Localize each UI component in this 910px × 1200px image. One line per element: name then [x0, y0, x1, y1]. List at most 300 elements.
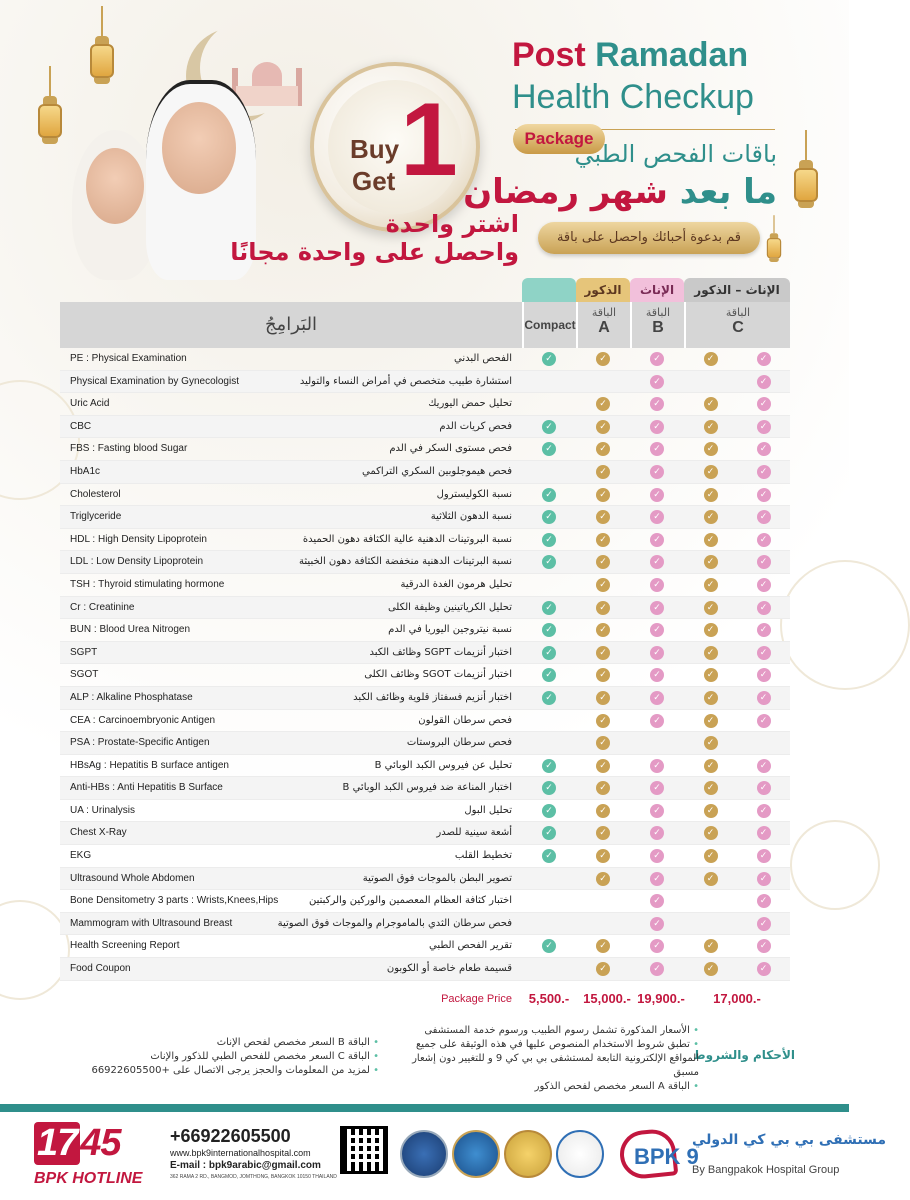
check-icon: ✓: [596, 691, 610, 705]
cell-cm: [684, 484, 737, 506]
cell-a: [576, 710, 630, 732]
row-english-label: CEA : Carcinoembryonic Antigen: [70, 714, 216, 726]
check-icon: ✓: [596, 872, 610, 886]
cell-a: [576, 687, 630, 709]
cell-a: [576, 416, 630, 438]
table-row: [60, 687, 790, 710]
table-row: [60, 619, 790, 642]
cell-compact: [522, 416, 576, 438]
row-arabic-label: اختبار المناعة ضد فيروس الكبد الوبائي B: [342, 782, 512, 794]
check-icon: ✓: [704, 849, 718, 863]
programs-header: البَرامِجُ: [264, 314, 318, 335]
table-row: [60, 664, 790, 687]
package-table: [60, 278, 790, 1014]
cell-cf: [737, 913, 790, 935]
check-icon: ✓: [596, 804, 610, 818]
terms-item: • تطبق شروط الاستخدام المنصوص عليها في هذه الوثيقة على جميع المواقع الإلكترونية التابعة لمستشفى بي بي كي 9 و للتغيير دون إشعار مسبق: [399, 1038, 699, 1080]
group-header-female: الإناث: [630, 278, 684, 302]
check-icon: ✓: [542, 442, 556, 456]
row-arabic-label: الفحص البدني: [454, 353, 512, 364]
row-arabic-label: اختبار أنزيمات SGOT وظائف الكلى: [364, 669, 512, 681]
row-english-label: Cholesterol: [70, 488, 121, 500]
terms-list-1: [399, 1024, 699, 1094]
qr-code-icon: [340, 1126, 388, 1174]
arabic-main-title: [463, 172, 777, 212]
check-icon: ✓: [650, 601, 664, 615]
cell-a: [576, 619, 630, 641]
check-icon: ✓: [757, 352, 771, 366]
cell-b: [630, 664, 684, 686]
price-c: 17,000.-: [713, 991, 761, 1006]
package-letter-b: B: [652, 319, 664, 336]
gha-certificate-icon: [400, 1130, 448, 1178]
check-icon: ✓: [650, 714, 664, 728]
package-word: الباقة: [725, 306, 751, 319]
cell-compact: [522, 935, 576, 957]
cell-a: [576, 393, 630, 415]
row-english-label: Uric Acid: [70, 398, 110, 410]
cell-a: [576, 755, 630, 777]
cell-cm: [684, 958, 737, 980]
cell-cf: [737, 597, 790, 619]
cell-cf: [737, 551, 790, 573]
cell-compact: [522, 484, 576, 506]
row-english-label: LDL : Low Density Lipoprotein: [70, 556, 204, 568]
cell-a: [576, 800, 630, 822]
cell-b: [630, 484, 684, 506]
check-icon: ✓: [596, 962, 610, 976]
cell-compact: [522, 438, 576, 460]
cell-cf: [737, 777, 790, 799]
cell-cm: [684, 664, 737, 686]
check-icon: ✓: [704, 555, 718, 569]
row-arabic-label: فحص سرطان القولون: [418, 714, 512, 726]
cell-cf: [737, 958, 790, 980]
check-icon: ✓: [650, 420, 664, 434]
check-icon: ✓: [596, 781, 610, 795]
cell-cm: [684, 642, 737, 664]
cell-compact: [522, 732, 576, 754]
cell-a: [576, 913, 630, 935]
row-english-label: PSA : Prostate-Specific Antigen: [70, 737, 210, 749]
cell-a: [576, 868, 630, 890]
check-icon: ✓: [757, 781, 771, 795]
cell-b: [630, 393, 684, 415]
check-icon: ✓: [596, 601, 610, 615]
check-icon: ✓: [650, 759, 664, 773]
check-icon: ✓: [542, 533, 556, 547]
cell-b: [630, 710, 684, 732]
check-icon: ✓: [757, 939, 771, 953]
check-icon: ✓: [704, 601, 718, 615]
hotline-number: [34, 1122, 152, 1168]
website: www.bpk9internationalhospital.com: [170, 1148, 311, 1158]
column-a: [576, 302, 630, 348]
row-arabic-label: نسبة البروتينات الدهنية عالية الكثافة دهون الحميدة: [302, 533, 512, 545]
cell-cf: [737, 416, 790, 438]
compact-label: Compact: [524, 318, 576, 332]
row-english-label: Triglyceride: [70, 511, 122, 523]
cell-cf: [737, 868, 790, 890]
check-icon: ✓: [650, 962, 664, 976]
bpk-logo-text: BPK 9: [634, 1144, 699, 1169]
email: E-mail : bpk9arabic@gmail.com: [170, 1160, 321, 1171]
cell-cm: [684, 755, 737, 777]
check-icon: ✓: [757, 668, 771, 682]
package-letter-c: C: [732, 319, 744, 336]
check-icon: ✓: [596, 578, 610, 592]
title-ramadan: Ramadan: [595, 36, 749, 74]
cell-compact: [522, 529, 576, 551]
cell-a: [576, 438, 630, 460]
check-icon: ✓: [596, 420, 610, 434]
table-row: [60, 822, 790, 845]
check-icon: ✓: [757, 420, 771, 434]
cell-cf: [737, 529, 790, 551]
check-icon: ✓: [704, 939, 718, 953]
cell-b: [630, 845, 684, 867]
table-body: [60, 348, 790, 981]
check-icon: ✓: [650, 781, 664, 795]
table-row: [60, 800, 790, 823]
row-arabic-label: نسبة البرتينات الدهنية منخفضة الكثافة دهون الخبيثة: [299, 556, 512, 568]
cell-cf: [737, 687, 790, 709]
check-icon: ✓: [650, 488, 664, 502]
cell-b: [630, 800, 684, 822]
row-arabic-label: فحص هيموجلوبين السكري التراكمي: [362, 465, 512, 477]
check-icon: ✓: [757, 714, 771, 728]
table-row: [60, 890, 790, 913]
cell-cm: [684, 822, 737, 844]
cell-cf: [737, 438, 790, 460]
package-word: الباقة: [591, 306, 617, 319]
cell-compact: [522, 958, 576, 980]
cell-compact: [522, 777, 576, 799]
cell-cf: [737, 619, 790, 641]
row-arabic-label: تحليل حمض اليوريك: [428, 398, 512, 410]
cell-cf: [737, 732, 790, 754]
invite-pill: قم بدعوة أحبائك واحصل على باقة: [538, 222, 760, 254]
cell-cf: [737, 393, 790, 415]
cell-cm: [684, 393, 737, 415]
cell-cm: [684, 935, 737, 957]
arabic-buy-line-2: واحصل على واحدة مجانًا: [230, 238, 519, 266]
check-icon: ✓: [704, 488, 718, 502]
group-header-male: الذكور: [576, 278, 630, 302]
table-header: [60, 302, 790, 348]
cell-compact: [522, 461, 576, 483]
cell-compact: [522, 393, 576, 415]
cell-compact: [522, 890, 576, 912]
terms-item: • الباقة C السعر مخصص للفحص الطبي للذكور والإناث: [49, 1050, 379, 1064]
table-row: [60, 597, 790, 620]
cell-compact: [522, 551, 576, 573]
check-icon: ✓: [757, 488, 771, 502]
check-icon: ✓: [596, 849, 610, 863]
check-icon: ✓: [596, 646, 610, 660]
cell-compact: [522, 710, 576, 732]
check-icon: ✓: [757, 826, 771, 840]
terms-item: • الأسعار المذكورة تشمل رسوم الطبيب ورسوم خدمة المستشفى: [399, 1024, 699, 1038]
buy-one-get-one-badge: [310, 62, 480, 232]
table-row: [60, 529, 790, 552]
check-icon: ✓: [542, 668, 556, 682]
check-icon: ✓: [704, 781, 718, 795]
cell-a: [576, 551, 630, 573]
group-header-compact: [522, 278, 576, 302]
cell-b: [630, 371, 684, 393]
cell-cm: [684, 551, 737, 573]
check-icon: ✓: [757, 962, 771, 976]
check-icon: ✓: [704, 465, 718, 479]
check-icon: ✓: [650, 849, 664, 863]
arabic-main-red: شهر رمضان: [463, 172, 668, 212]
table-row: [60, 913, 790, 936]
check-icon: ✓: [704, 691, 718, 705]
check-icon: ✓: [704, 736, 718, 750]
table-row: [60, 506, 790, 529]
cell-compact: [522, 664, 576, 686]
check-icon: ✓: [650, 375, 664, 389]
row-english-label: Mammogram with Ultrasound Breast: [70, 917, 233, 929]
check-icon: ✓: [704, 714, 718, 728]
table-row: [60, 484, 790, 507]
address: 362 RAMA 2 RD., BANGMOD, JOMTHONG, BANGKOK 10150 THAILAND: [170, 1174, 337, 1180]
cell-cm: [684, 438, 737, 460]
check-icon: ✓: [704, 510, 718, 524]
check-icon: ✓: [704, 872, 718, 886]
terms-list-2: [49, 1036, 379, 1078]
check-icon: ✓: [704, 804, 718, 818]
row-arabic-label: نسبة الكوليسترول: [436, 488, 512, 500]
cell-a: [576, 597, 630, 619]
accreditation-certificate-icon: [556, 1130, 604, 1178]
check-icon: ✓: [757, 465, 771, 479]
cell-cf: [737, 506, 790, 528]
cell-b: [630, 551, 684, 573]
check-icon: ✓: [596, 623, 610, 637]
check-icon: ✓: [542, 691, 556, 705]
check-icon: ✓: [542, 352, 556, 366]
check-icon: ✓: [704, 533, 718, 547]
check-icon: ✓: [650, 442, 664, 456]
row-english-label: ALP : Alkaline Phosphatase: [70, 691, 193, 703]
check-icon: ✓: [650, 533, 664, 547]
check-icon: ✓: [704, 578, 718, 592]
check-icon: ✓: [542, 623, 556, 637]
cell-b: [630, 438, 684, 460]
cell-a: [576, 777, 630, 799]
row-english-label: HBsAg : Hepatitis B surface antigen: [70, 759, 229, 771]
check-icon: ✓: [650, 668, 664, 682]
cell-a: [576, 845, 630, 867]
row-arabic-label: اختبار كثافة العظام المعصمين والوركين والركبتين: [309, 895, 512, 907]
cell-a: [576, 935, 630, 957]
check-icon: ✓: [704, 646, 718, 660]
check-icon: ✓: [650, 804, 664, 818]
cell-compact: [522, 822, 576, 844]
table-row: [60, 732, 790, 755]
row-english-label: UA : Urinalysis: [70, 804, 136, 816]
row-english-label: Chest X-Ray: [70, 827, 127, 839]
row-arabic-label: فحص سرطان البروستات: [406, 737, 512, 749]
cell-b: [630, 597, 684, 619]
cell-compact: [522, 574, 576, 596]
check-icon: ✓: [596, 465, 610, 479]
cell-cm: [684, 574, 737, 596]
row-arabic-label: تحليل هرمون الغدة الدرقية: [400, 578, 512, 590]
arabic-subtitle: باقات الفحص الطبي: [574, 140, 777, 168]
arabic-main-teal: ما بعد: [667, 172, 777, 212]
cell-a: [576, 642, 630, 664]
check-icon: ✓: [704, 420, 718, 434]
lantern-icon: [766, 233, 783, 267]
cell-cm: [684, 913, 737, 935]
check-icon: ✓: [542, 759, 556, 773]
cell-a: [576, 484, 630, 506]
table-row: [60, 393, 790, 416]
terms-item: • الباقة B السعر مخصص لفحص الإناث: [49, 1036, 379, 1050]
check-icon: ✓: [596, 736, 610, 750]
check-icon: ✓: [757, 555, 771, 569]
cell-b: [630, 416, 684, 438]
footer-divider: [0, 1104, 849, 1112]
check-icon: ✓: [757, 804, 771, 818]
cell-cf: [737, 348, 790, 370]
cell-cm: [684, 597, 737, 619]
cell-b: [630, 506, 684, 528]
row-english-label: Ultrasound Whole Abdomen: [70, 872, 195, 884]
check-icon: ✓: [757, 759, 771, 773]
cell-cf: [737, 845, 790, 867]
row-english-label: BUN : Blood Urea Nitrogen: [70, 624, 191, 636]
row-arabic-label: اختبار أنزيمات SGPT وظائف الكبد: [369, 646, 512, 658]
check-icon: ✓: [542, 804, 556, 818]
cell-a: [576, 664, 630, 686]
check-icon: ✓: [596, 714, 610, 728]
table-row: [60, 755, 790, 778]
row-arabic-label: تحليل عن فيروس الكبد الوبائي B: [374, 759, 512, 771]
check-icon: ✓: [650, 352, 664, 366]
check-icon: ✓: [650, 894, 664, 908]
cell-cf: [737, 642, 790, 664]
row-arabic-label: تحليل الكرياتينين وظيفة الكلى: [387, 601, 512, 613]
check-icon: ✓: [542, 420, 556, 434]
check-icon: ✓: [596, 759, 610, 773]
check-icon: ✓: [596, 442, 610, 456]
check-icon: ✓: [596, 939, 610, 953]
cell-a: [576, 348, 630, 370]
cell-b: [630, 642, 684, 664]
row-english-label: Physical Examination by Gynecologist: [70, 375, 239, 387]
table-row: [60, 574, 790, 597]
package-pill: Package: [513, 124, 605, 154]
check-icon: ✓: [650, 623, 664, 637]
hotline-17: 17: [34, 1122, 80, 1165]
row-english-label: Cr : Creatinine: [70, 601, 135, 613]
table-row: [60, 642, 790, 665]
cell-cf: [737, 755, 790, 777]
cell-b: [630, 913, 684, 935]
table-row: [60, 777, 790, 800]
check-icon: ✓: [704, 759, 718, 773]
cell-cf: [737, 461, 790, 483]
row-arabic-label: فحص سرطان الثدي بالماموجرام والموجات فوق الصوتية: [277, 917, 512, 929]
cell-b: [630, 755, 684, 777]
check-icon: ✓: [650, 691, 664, 705]
row-arabic-label: تخطيط القلب: [454, 850, 512, 862]
table-row: [60, 935, 790, 958]
cell-cm: [684, 687, 737, 709]
check-icon: ✓: [650, 939, 664, 953]
check-icon: ✓: [757, 623, 771, 637]
cell-cm: [684, 461, 737, 483]
covid-certificate-icon: [452, 1130, 500, 1178]
table-row: [60, 551, 790, 574]
cell-a: [576, 529, 630, 551]
cell-compact: [522, 619, 576, 641]
row-english-label: CBC: [70, 420, 92, 432]
cell-compact: [522, 913, 576, 935]
check-icon: ✓: [704, 826, 718, 840]
floral-ornament: [790, 820, 880, 910]
check-icon: ✓: [757, 578, 771, 592]
cell-cf: [737, 664, 790, 686]
check-icon: ✓: [650, 555, 664, 569]
row-arabic-label: أشعة سينية للصدر: [436, 827, 512, 839]
check-icon: ✓: [596, 826, 610, 840]
check-icon: ✓: [596, 352, 610, 366]
hotline-45: 45: [80, 1122, 121, 1164]
title-line-1: [512, 36, 748, 75]
cell-a: [576, 958, 630, 980]
cell-a: [576, 461, 630, 483]
check-icon: ✓: [650, 826, 664, 840]
cell-compact: [522, 868, 576, 890]
terms-title: الأحكام والشروط: [693, 1048, 795, 1062]
row-english-label: TSH : Thyroid stimulating hormone: [70, 578, 225, 590]
check-icon: ✓: [757, 601, 771, 615]
cell-cm: [684, 416, 737, 438]
check-icon: ✓: [757, 872, 771, 886]
cell-b: [630, 461, 684, 483]
row-english-label: HDL : High Density Lipoprotein: [70, 533, 207, 545]
check-icon: ✓: [650, 578, 664, 592]
column-c: [684, 302, 790, 348]
check-icon: ✓: [650, 510, 664, 524]
row-english-label: Food Coupon: [70, 963, 131, 975]
terms-item: • الباقة A السعر مخصص لفحص الذكور: [399, 1080, 699, 1094]
bpk-arabic-name: مستشفى بي بي كي الدولي: [692, 1132, 887, 1148]
row-english-label: Anti-HBs : Anti Hepatitis B Surface: [70, 782, 223, 794]
check-icon: ✓: [757, 375, 771, 389]
cell-b: [630, 868, 684, 890]
check-icon: ✓: [542, 601, 556, 615]
row-english-label: Health Screening Report: [70, 940, 180, 952]
cell-b: [630, 890, 684, 912]
terms-section: [0, 1022, 849, 1102]
check-icon: ✓: [704, 442, 718, 456]
row-arabic-label: تصوير البطن بالموجات فوق الصوتية: [362, 872, 512, 884]
cell-cf: [737, 890, 790, 912]
price-b: 19,900.-: [637, 991, 685, 1006]
check-icon: ✓: [757, 510, 771, 524]
cell-compact: [522, 687, 576, 709]
check-icon: ✓: [757, 917, 771, 931]
check-icon: ✓: [757, 894, 771, 908]
cell-b: [630, 935, 684, 957]
badge-one: 1: [400, 82, 458, 198]
